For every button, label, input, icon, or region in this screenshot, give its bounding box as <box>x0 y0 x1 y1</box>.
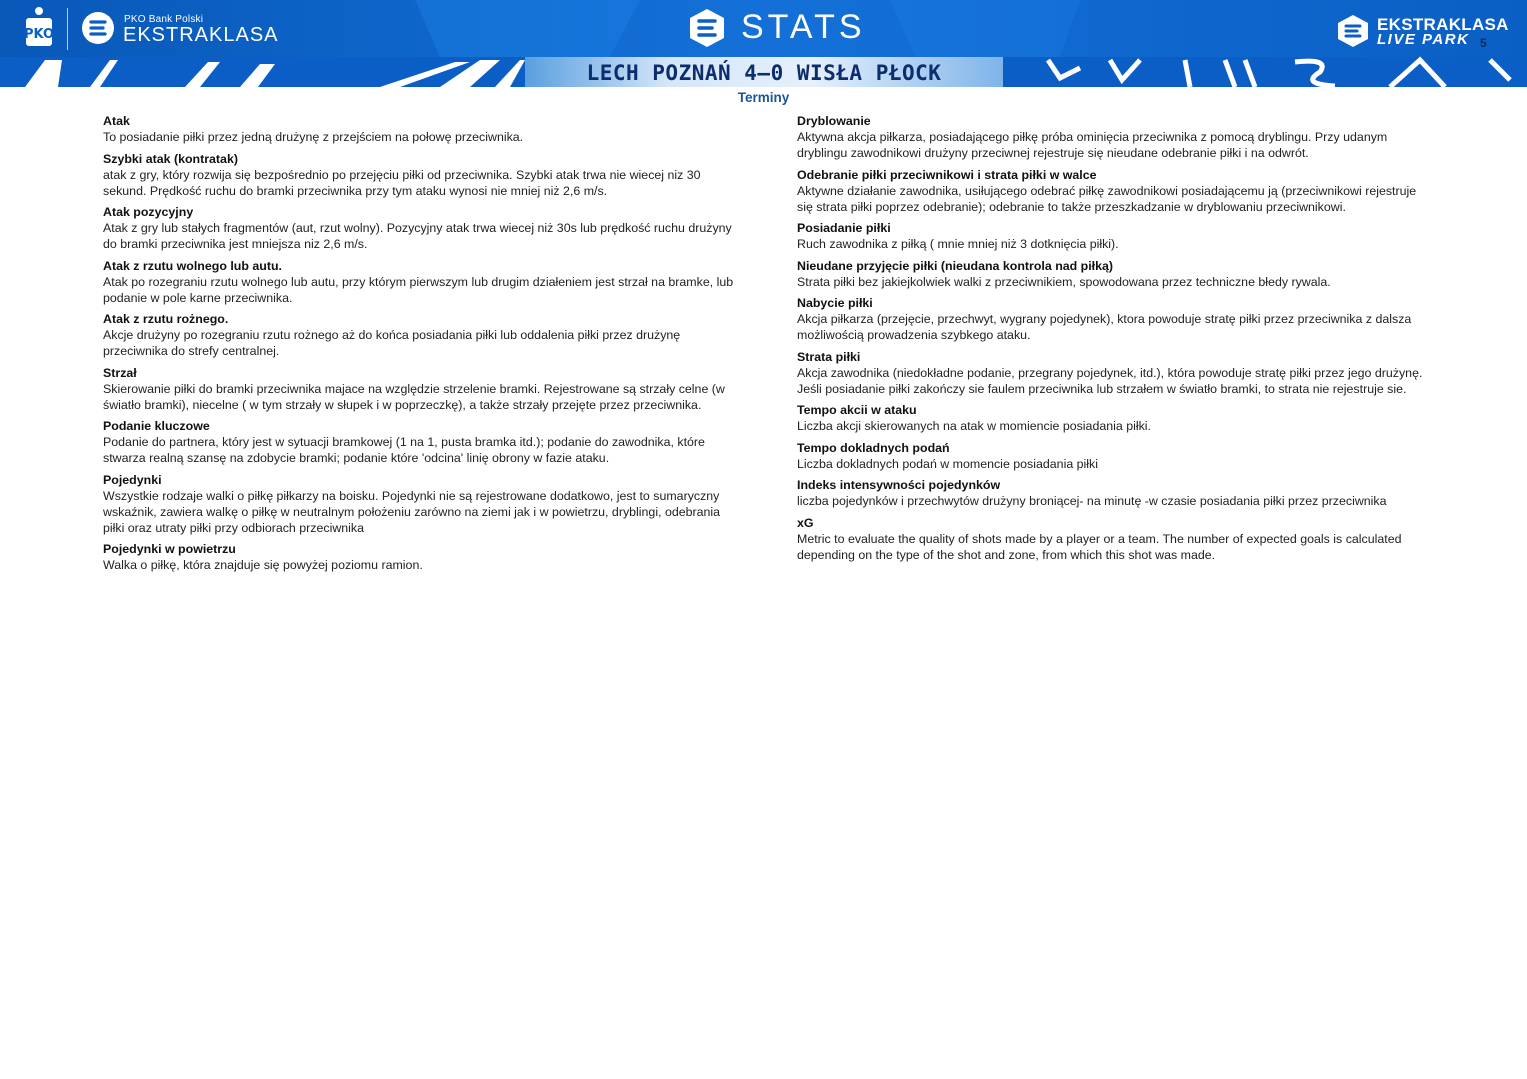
ekstraklasa-logo-icon <box>80 10 116 46</box>
term-entry <box>797 478 1429 509</box>
term-definition: Podanie do partnera, który jest w sytuacji bramkowej (1 na 1, pusta bramka itd.); podanie do zawodnika, które stwarza realną szansę na zdobycie bramki; podanie które 'odcina' linię obrony w fazie ataku. <box>103 435 705 465</box>
term-definition: Akcja piłkarza (przejęcie, przechwyt, wygrany pojedynek), ktora powoduje stratę piłki przez przeciwnika z dalsza możliwością prowadzenia szybkego ataku. <box>797 312 1412 342</box>
term-definition: Atak z gry lub stałych fragmentów (aut, rzut wolny). Pozycyjny atak trwa wiecej niż 30s lub prędkość ruchu drużyny do bramki przeciwnika jest mniejsza niz 2,6 m/s. <box>103 221 732 251</box>
term-entry <box>103 152 735 199</box>
term-name: Atak z rzutu rożnego. <box>103 312 229 326</box>
term-name: Atak pozycyjny <box>103 205 194 219</box>
match-title-band <box>525 57 1003 87</box>
term-entry <box>103 259 735 306</box>
term-name: Strata piłki <box>797 349 861 364</box>
brand-bank-name: PKO Bank Polski <box>124 14 204 25</box>
term-definition: Skierowanie piłki do bramki przeciwnika majace na względzie strzelenie bramki. Rejestrowane są strzały celne (w światło bramki), niecelne ( w tym strzały w słupek i w poprzeczkę), a także strzały przejęte przez przeciwnika. <box>103 381 725 412</box>
term-definition: Akcje drużyny po rozegraniu rzutu rożnego aż do końca posiadania piłki lub oddalenia piłki przez drużynę przeciwnika do strefy centralnej. <box>103 328 681 358</box>
term-entry <box>103 205 735 252</box>
term-entry <box>797 441 1429 472</box>
live-park-brand: EKSTRAKLASA <box>1377 15 1509 34</box>
section-title: Terminy <box>737 90 790 105</box>
term-definition: Wszystkie rodzaje walki o piłkę piłkarzy na boisku. Pojedynki nie są rejestrowane dodatkowo, jest to sumaryczny wskaźnik, zawiera walkę o piłkę w neutralnym położeniu zarówno na ziemi jak i w powietrzu, dryblingi, odebrania piłki oraz utraty piłki przy odbiorach przeciwnika <box>103 488 721 535</box>
term-entry <box>797 221 1429 252</box>
term-definition: Aktywna akcja piłkarza, posiadającego piłkę próba ominięcia przeciwnika z pomocą dryblingu. Przy udanym dryblingu zawodnikowi drużyny przeciwnej rejestruje się nieudane odebranie piłki i na odwrót. <box>797 130 1388 160</box>
term-entry <box>103 473 735 536</box>
term-entry <box>797 516 1429 563</box>
term-name: Posiadanie piłki <box>797 221 891 235</box>
term-definition: atak z gry, który rozwija się bezpośrednio po przejęciu piłki od przeciwnika. Szybki atak trwa nie wiecej niz 30 sekund. Prędkość ruchu do bramki przeciwnika przy tym ataku wynosi nie mniej niż 2,6 m/s. <box>103 167 701 198</box>
term-name: Tempo dokladnych podań <box>797 440 950 455</box>
term-definition: Strata piłki bez jakiejkolwiek walki z przeciwnikiem, spowodowana przez techniczne błedy rywala. <box>797 274 1331 289</box>
term-definition: Metric to evaluate the quality of shots made by a player or a team. The number of expected goals is calculated depending on the type of the shot and zone, from which this shot was made. <box>797 531 1402 562</box>
live-park-subtitle: LIVE PARK <box>1377 31 1470 48</box>
term-definition: Akcja zawodnika (niedokładne podanie, przegrany pojedynek, itd.), która powoduje stratę piłki przez jego drużynę. Jeśli posiadanie piłki zakończy sie faulem przeciwnika lub strzałem w światło bramki, to strata nie rejestruje sie. <box>797 365 1423 396</box>
term-name: Pojedynki <box>103 472 162 487</box>
page-number: 5 <box>1480 36 1487 50</box>
term-name: xG <box>797 515 814 530</box>
term-entry <box>797 168 1429 215</box>
term-name: Tempo akcii w ataku <box>797 403 917 417</box>
term-entry <box>797 114 1429 161</box>
header-divider <box>67 8 68 50</box>
term-entry <box>103 312 735 359</box>
term-name: Szybki atak (kontratak) <box>103 151 238 166</box>
term-entry <box>797 259 1429 290</box>
term-definition: Ruch zawodnika z piłką ( mnie mniej niż 3 dotknięcia piłki). <box>797 237 1119 251</box>
term-definition: Walka o piłkę, która znajduje się powyżej poziomu ramion. <box>103 558 423 572</box>
svg-text:PKO: PKO <box>23 27 55 42</box>
terms-column-right <box>797 114 1429 569</box>
term-name: Atak z rzutu wolnego lub autu. <box>103 258 282 273</box>
stats-title: STATS <box>741 8 866 46</box>
term-name: Dryblowanie <box>797 114 871 128</box>
term-entry <box>103 419 735 466</box>
term-name: Odebranie piłki przeciwnikowi i strata piłki w walce <box>797 167 1097 182</box>
match-title: LECH POZNAŃ 4–0 WISŁA PŁOCK <box>586 61 942 85</box>
term-definition: To posiadanie piłki przez jedną drużynę z przejściem na połowę przeciwnika. <box>103 130 524 144</box>
header-banner <box>0 0 1527 87</box>
term-name: Pojedynki w powietrzu <box>103 542 236 556</box>
term-definition: Liczba dokladnych podań w momencie posiadania piłki <box>797 456 1098 471</box>
term-name: Nieudane przyjęcie piłki (nieudana kontrola nad piłką) <box>797 258 1114 273</box>
term-entry <box>103 366 735 413</box>
term-entry <box>797 350 1429 397</box>
live-park-logo-icon <box>1336 14 1370 48</box>
term-entry <box>797 403 1429 434</box>
stats-logo-icon <box>686 7 728 49</box>
term-definition: Aktywne działanie zawodnika, usiłującego odebrać piłkę zawodnikowi posiadającemu ją (przeciwnikowi rejestruje się strata piłki poprzez odebranie); odebranie to także przeszkadzanie w dryblowaniu przeciwnikowi. <box>797 183 1417 214</box>
term-definition: Liczba akcji skierowanych na atak w momiencie posiadania piłki. <box>797 419 1151 433</box>
term-entry <box>797 296 1429 343</box>
term-entry <box>103 542 735 573</box>
term-definition: liczba pojedynków i przechwytów drużyny broniącej- na minutę -w czasie posiadania piłki przez przeciwnika <box>797 494 1387 508</box>
term-name: Nabycie piłki <box>797 296 873 310</box>
terms-column-left <box>103 114 735 580</box>
term-entry <box>103 114 735 145</box>
term-name: Atak <box>103 114 130 128</box>
pko-logo-icon <box>20 4 58 50</box>
term-name: Indeks intensywności pojedynków <box>797 478 1001 492</box>
term-name: Podanie kluczowe <box>103 419 210 433</box>
brand-league-name: EKSTRAKLASA <box>123 24 279 46</box>
term-name: Strzał <box>103 365 137 380</box>
term-definition: Atak po rozegraniu rzutu wolnego lub autu, przy którym pierwszym lub drugim działeniem jest strzał na bramke, lub podanie w pole karne przeciwnika. <box>103 274 734 305</box>
